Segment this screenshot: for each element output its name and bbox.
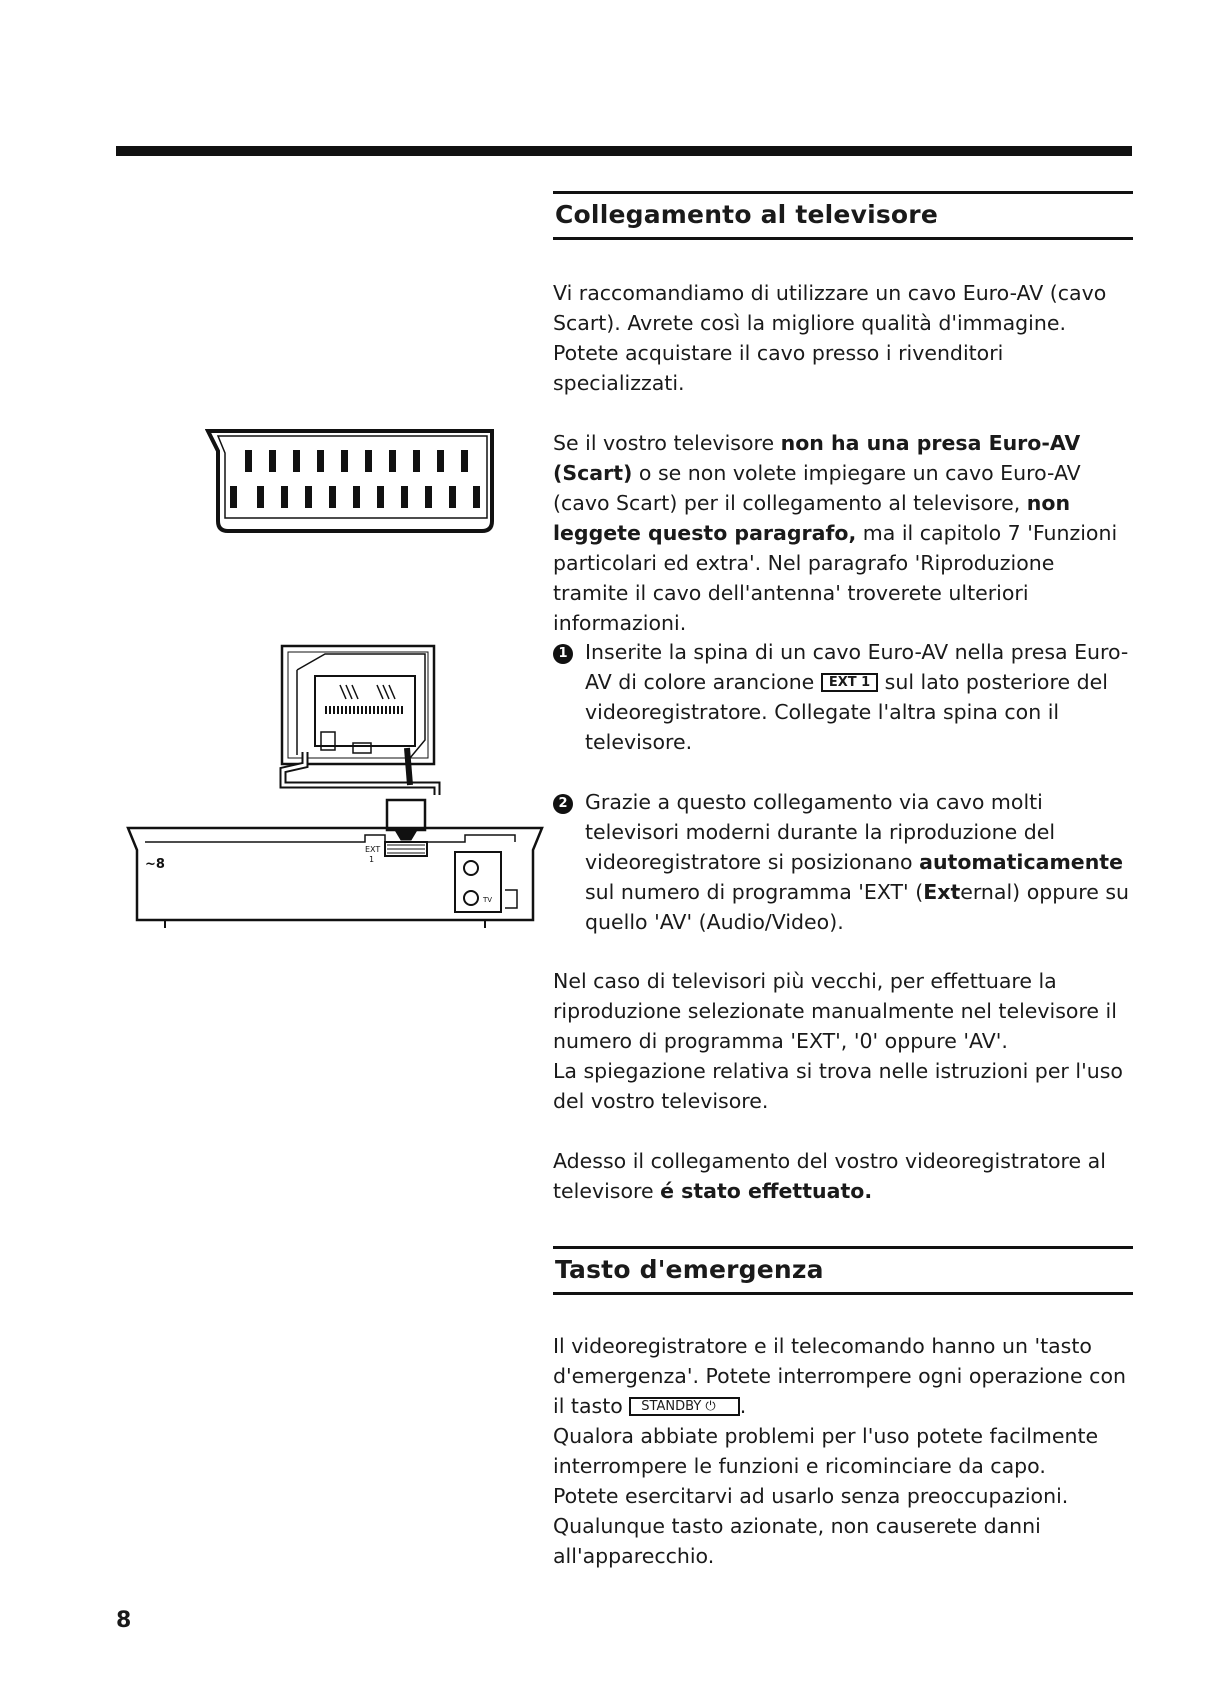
step-1-number: 1: [553, 644, 573, 664]
intro-text: Vi raccomandiamo di utilizzare un cavo Euro-AV (cavo Scart). Avrete così la migliore qualità d'immagine. Potete acquistare il cavo presso i rivenditori specializzati.: [553, 281, 1107, 395]
step-1-text: Inserite la spina di un cavo Euro-AV nella presa Euro-AV di colore arancione EXT 1 sul lato posteriore del videoregistratore. Collegate l'altra spina con il televisore.: [585, 640, 1129, 754]
mains-label: ~8: [145, 857, 165, 872]
intro-paragraph: [553, 278, 1133, 398]
section-heading-emergency: [553, 1246, 1133, 1295]
emergency-problems-text: Qualora abbiate problemi per l'uso potete facilmente interrompere le funzioni e ricominciare da capo.: [553, 1424, 1099, 1478]
older-tv-paragraph: [553, 966, 1133, 1116]
emergency-practice-text: Potete esercitarvi ad usarlo senza preoccupazioni. Qualunque tasto azionate, non causerete danni all'apparecchio.: [553, 1484, 1069, 1568]
step-2-number: 2: [553, 794, 573, 814]
vcr-back-icon: [128, 828, 542, 928]
standby-key-label: STANDBY ⏻: [629, 1397, 739, 1416]
section-title: Collegamento al televisore: [555, 200, 938, 229]
ext1-key-label: EXT 1: [821, 673, 878, 692]
section-title: Tasto d'emergenza: [555, 1255, 824, 1284]
scart-connector-illustration: [205, 428, 495, 538]
no-scart-text: Se il vostro televisore non ha una presa Euro-AV (Scart) o se non volete impiegare un cavo Euro-AV (cavo Scart) per il collegamento al televisore, non leggete questo paragrafo, ma il capitolo 7 'Funzioni particolari ed extra'. Nel paragrafo 'Riproduzione tramite il cavo dell'antenna' troverete ulteriori informazioni.: [553, 431, 1118, 635]
tv-vcr-connection-illustration: [125, 640, 545, 930]
top-rule: [116, 146, 1132, 156]
done-text: Adesso il collegamento del vostro videoregistratore al televisore é stato effettuato.: [553, 1149, 1106, 1203]
ext-label: EXT: [365, 845, 381, 854]
tv-output-label: TV: [483, 896, 493, 904]
emergency-text: Il videoregistratore e il telecomando hanno un 'tasto d'emergenza'. Potete interrompere ogni operazione con il tasto STANDBY ⏻ .: [553, 1334, 1126, 1418]
older-tv-reference: La spiegazione relativa si trova nelle istruzioni per l'uso del vostro televisore.: [553, 1059, 1123, 1113]
emergency-paragraph: [553, 1331, 1133, 1571]
step-2-text: Grazie a questo collegamento via cavo molti televisori moderni durante la riproduzione del videoregistratore si posizionano automaticamente sul numero di programma 'EXT' (External) oppure su quello 'AV' (Audio/Video).: [585, 790, 1130, 934]
tv-back-icon: [282, 646, 434, 764]
page-number: 8: [116, 1608, 132, 1633]
scart-cable-icon: [283, 748, 437, 840]
no-scart-paragraph: [553, 428, 1133, 638]
section-heading-tv-connection: [553, 191, 1133, 240]
step-1: [553, 637, 1133, 757]
done-paragraph: [553, 1146, 1133, 1206]
older-tv-text: Nel caso di televisori più vecchi, per effettuare la riproduzione selezionate manualmente nel televisore il numero di programma 'EXT', '0' oppure 'AV'.: [553, 969, 1117, 1053]
step-2: [553, 787, 1133, 937]
ext-number-label: 1: [369, 855, 375, 864]
